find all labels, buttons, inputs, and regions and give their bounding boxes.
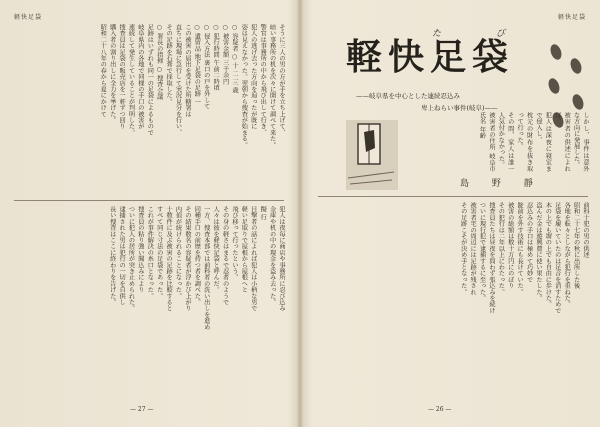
title-ruby-ta: た: [432, 29, 442, 39]
text-column: これが事件解決の糸口となった。: [146, 206, 154, 299]
text-column: 擬 行: [259, 206, 267, 221]
text-column: ○ 遺留品 地下足袋の足跡 一: [193, 24, 201, 106]
book-gutter: [296, 0, 304, 427]
text-column: 軽い足取りで屋根から屋根へと: [240, 206, 248, 293]
left-lower-text-block: [14, 206, 286, 398]
text-column: 足袋を履いていたのは足音を消すためで: [553, 202, 561, 314]
article-title: 軽快足袋: [346, 37, 515, 78]
text-column: ○ 侵入方法 裏口の戸を外して: [202, 24, 210, 110]
running-head-left: 軽快足袋: [14, 14, 43, 21]
text-column: 盗んだ金は遊興費に使い果たした。: [534, 202, 542, 302]
text-column: ついに現行犯で逮捕するに至った。: [478, 202, 486, 302]
text-column: 直ちに現場に急行して実況見分を行い、: [174, 24, 182, 136]
text-column: その犯行は二年以上にわたった。: [497, 202, 505, 295]
text-column: その身の軽さはまるで忍者のようで: [221, 206, 229, 306]
text-column: 枕元の財布を抜き取って行った。: [516, 112, 533, 172]
text-column: 捜査員の粘り強い聞込みにより: [136, 206, 144, 293]
text-column: 長い捜査はここに終わりを告げた。: [108, 206, 116, 306]
article-subtitle-1: ——岐阜県を中心とした連続忍込み: [356, 92, 460, 100]
text-column: 十数件に及ぶ被害の足跡を比較すると: [165, 206, 173, 312]
article-subtitle-2: 卑上ねらい事件(岐阜)——: [421, 104, 498, 112]
text-column: 昭和二十八年の春から夏にかけて: [99, 24, 107, 117]
text-column: 購入者の割り出しに全力を挙げた。: [108, 24, 116, 124]
text-column: 忍込みの手口は極めて巧妙で: [525, 202, 533, 283]
text-column: 被害者宅の周辺には足跡が残され: [469, 202, 477, 295]
text-column: その間、家人は誰一人気付かなかった。: [497, 112, 514, 172]
column-rule: [318, 196, 588, 197]
text-column: 岐阜県内の各地で同様の手口の被害が: [136, 24, 144, 130]
text-column: 錠前を外す技術にも長けていた。: [516, 202, 524, 295]
text-column: 金庫や机の中の現金を盗み去った。: [268, 206, 276, 306]
text-column: 被害者の住所 岐阜市 氏名 年齢: [478, 112, 495, 172]
right-upper-text-block: [414, 112, 590, 172]
title-ruby-bi: び: [496, 29, 506, 39]
text-column: その足跡を石膏で採取した。: [165, 24, 173, 105]
text-column: 人々は彼を軽快足袋と呼んだ。: [212, 206, 220, 293]
text-column: そうに三人の男の方が手を立ち上げて、: [278, 24, 285, 136]
page-number-right: — 26 —: [428, 406, 452, 413]
text-column: その結果数名の容疑者が浮かび上がり: [183, 206, 191, 312]
text-column: 捜査員たちは昼夜を問わず張込みを続け: [487, 202, 495, 314]
text-column: ○ 被害金額 三千余円: [221, 24, 229, 85]
column-rule: [14, 200, 284, 201]
text-column: 飛び移って行ったという。: [230, 206, 238, 281]
text-column: 昭和二十七年の秋に出所した後: [572, 202, 580, 289]
text-column: 逮捕された男は犯行の一切を自供し: [118, 206, 126, 306]
text-column: ○ 容疑者 ○ 十 二 三 歳: [230, 24, 238, 94]
text-column: 犯人の逃げ去った方向を追ったが既に: [249, 24, 257, 130]
text-column: 警官は事務所の中から飛び出して行き、: [259, 24, 267, 136]
text-column: 捜査員は足袋の販売店を一軒ずつ回り: [118, 24, 126, 130]
text-column: 各地を転々としながら犯行を重ねた。: [563, 202, 571, 308]
text-column: 犯人は深夜に寝室まで侵入し、: [534, 112, 552, 172]
right-page: [304, 0, 600, 427]
left-page: [0, 0, 296, 427]
text-column: 内偵が続けられることになった。: [174, 206, 182, 299]
text-column: しかし、事件は意外な方向に発展した。: [572, 112, 589, 172]
text-column: 木の上でも塀の上でも自由に歩けた。: [544, 202, 552, 308]
running-head-right: 軽快足袋: [557, 14, 586, 21]
text-column: 一方、捜査本部では前科者の洗い出しを進め: [202, 206, 210, 330]
text-column: 連続して発生していることが判明した。: [127, 24, 135, 136]
text-column: その足跡こそが決め手となった。: [459, 202, 467, 295]
text-column: 前科十犯の男の供述: [582, 202, 589, 258]
text-column: 暗い事務所の机を次々に開けて調べて来た。: [268, 24, 276, 148]
text-column: ○ 犯行時間 午前二時頃: [212, 24, 220, 91]
left-upper-text-block: [14, 24, 286, 196]
text-column: 犯人は夜毎に商店や事務所に忍び込み: [278, 206, 285, 312]
right-lower-text-block: [318, 202, 590, 398]
text-column: 被害者の供述によれば、: [553, 112, 571, 172]
window-figure-illustration: [344, 118, 400, 192]
text-column: 姿は見えなかった。翌朝から捜査が始まる。: [240, 24, 248, 148]
page-number-left: — 27 —: [130, 406, 154, 413]
text-column: 被害の総額は数十万円にのぼり: [506, 202, 514, 289]
text-column: ○ 署長の指揮 ○ 捜査会議: [155, 24, 163, 100]
text-column: 同種手口の前歴を持つ者を調べた。: [193, 206, 201, 306]
text-column: 目撃者の話によれば犯人は小柄な男で: [249, 206, 257, 312]
article-author: 島 野 靜: [460, 179, 543, 189]
text-column: すべて同じ寸法の足袋であった。: [155, 206, 163, 299]
text-column: ついに犯人の居所が突き止められた。: [127, 206, 135, 312]
text-column: この被害の届出を受けた所轄署は: [183, 24, 191, 117]
text-column: 足跡はいずれも同一の足袋によるもので: [146, 24, 154, 136]
